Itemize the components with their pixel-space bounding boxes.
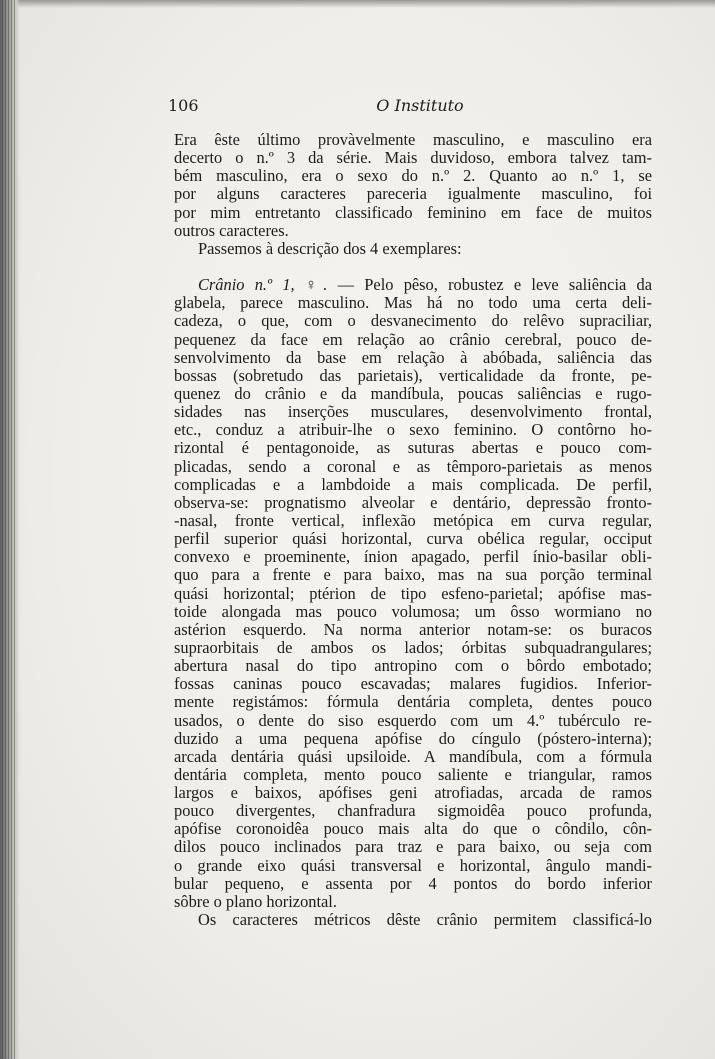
text-line: o grande eixo quási transversal e horizontal, ângulo mandi- (174, 855, 652, 875)
text-line: bossas (sobretudo das parietais), verticalidade da fronte, pe- (174, 365, 652, 385)
text-line: bular pequeno, e assenta por 4 pontos do bordo inferior (174, 873, 652, 893)
text-line: Passemos à descrição dos 4 exemplares: (198, 238, 462, 258)
text-line: -nasal, fronte vertical, inflexão metópica em curva regular, (174, 510, 652, 530)
text-line: plicadas, sendo a coronal e as têmporo-parietais as menos (174, 456, 652, 476)
text-line: por mim entretanto classificado feminino em face de muitos (174, 202, 652, 222)
text-line: mente registámos: fórmula dentária completa, dentes pouco (174, 692, 652, 712)
text-line-specimen (174, 276, 652, 294)
text-line: dentária completa, mento pouco saliente e triangular, ramos (174, 764, 652, 784)
text-line: astérion esquerdo. Na norma anterior notam-se: os buracos (174, 619, 652, 639)
text-line: pequenez da face em relação ao crânio cerebral, pouco de- (174, 329, 652, 349)
text-line: cadeza, o que, com o desvanecimento do relêvo supraciliar, (174, 311, 652, 331)
text-line: sôbre o plano horizontal. (174, 891, 337, 911)
text-line: duzido a uma pequena apófise do cíngulo (póstero-interna); (174, 728, 652, 748)
text-line: Era êste último provàvelmente masculino, e masculino era (174, 130, 652, 149)
text-line: quási horizontal; ptérion de tipo esfeno-parietal; apófise mas- (174, 583, 652, 603)
specimen-heading: Crânio n.º 1, ♀. (198, 275, 328, 295)
text-line: supraorbitais de ambos os lados; órbitas subquadrangulares; (174, 637, 652, 657)
text-line: Os caracteres métricos dêste crânio permitem classificá-lo (198, 910, 652, 930)
text-line: observa-se: prognatismo alveolar e dentário, depressão fronto- (174, 492, 652, 512)
page-number: 106 (168, 96, 199, 115)
text-line: abertura nasal do tipo antropino com o bôrdo embotado; (174, 656, 652, 676)
text-line: sidades nas inserções musculares, desenvolvimento frontal, (174, 402, 652, 422)
text-line: toide alongada mas pouco volumosa; um ôsso wormiano no (174, 601, 652, 621)
paragraph-gap (174, 258, 652, 276)
specimen-heading-continuation: — Pelo pêso, robustez e leve saliência da (337, 275, 652, 295)
text-line: largos e baixos, apófises geni atrofiadas, arcada de ramos (174, 783, 652, 803)
text-line: perfil superior quási horizontal, curva obélica regular, occiput (174, 529, 652, 549)
page-header (168, 96, 652, 120)
text-line: convexo e proeminente, ínion apagado, perfil ínio-basilar obli- (174, 547, 652, 567)
text-line: etc., conduz a atribuir-lhe o sexo feminino. O contôrno ho- (174, 420, 652, 440)
text-line: fossas caninas pouco escavadas; malares fugidios. Inferior- (174, 674, 652, 694)
text-line: glabela, parece masculino. Mas há no todo uma certa deli- (174, 293, 652, 313)
text-line: dilos pouco inclinados para traz e para baixo, ou seja com (174, 837, 652, 857)
running-title: O Instituto (376, 96, 464, 115)
text-line: decerto o n.º 3 da série. Mais duvidoso, embora talvez tam- (174, 148, 652, 168)
text-line: senvolvimento da base em relação à abóbada, saliência das (174, 347, 652, 367)
page-top-edge (0, 0, 715, 8)
text-line: outros caracteres. (174, 220, 289, 240)
spine-lines (2, 0, 16, 1059)
text-line: quo para a frente e para baixo, mas na sua porção terminal (174, 565, 652, 585)
text-line: bém masculino, era o sexo do n.º 2. Quanto ao n.º 1, se (174, 166, 652, 186)
body-text (174, 131, 652, 929)
text-line: quenez do crânio e da mandíbula, poucas saliências e rugo- (174, 383, 652, 403)
text-line: usados, o dente do siso esquerdo com um 4.º tubérculo re- (174, 710, 652, 730)
text-line: pouco divergentes, chanfradura sigmoidêa pouco profunda, (174, 801, 652, 821)
text-line: apófise coronoidêa pouco mais alta do que o côndilo, côn- (174, 819, 652, 839)
text-line: rizontal é pentagonoide, as suturas abertas e pouco com- (174, 438, 652, 458)
text-line: complicadas e a lambdoide a mais complicada. De perfil, (174, 474, 652, 494)
text-line: por alguns caracteres pareceria igualmente masculino, foi (174, 184, 652, 204)
book-spine-shadow (0, 0, 20, 1059)
text-line: arcada dentária quási upsiloide. A mandíbula, com a fórmula (174, 746, 652, 766)
